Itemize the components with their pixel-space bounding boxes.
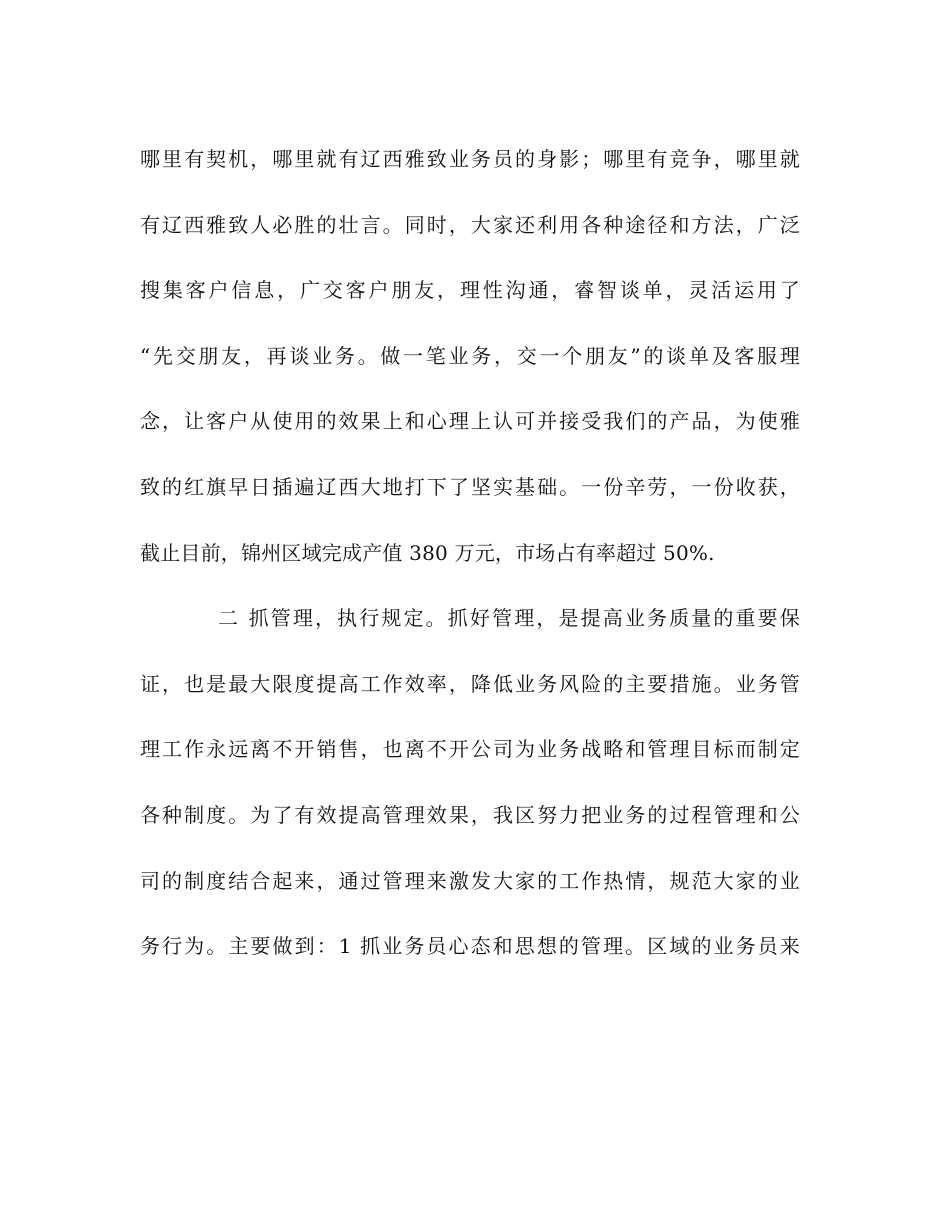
paragraph-end-line: 截止目前，锦州区域完成产值 380 万元，市场占有率超过 50%. [140, 540, 715, 565]
text-line: 证，也是最大限度提高工作效率，降低业务风险的主要措施。业务管 [140, 671, 800, 696]
body-text [140, 135, 800, 988]
text-line: 理工作永远离不开销售，也离不开公司为业务战略和管理目标而制定 [140, 737, 800, 762]
text-line: “先交朋友，再谈业务。做一笔业务，交一个朋友”的谈单及客服理 [140, 343, 800, 368]
text-line: 司的制度结合起来，通过管理来激发大家的工作热情，规范大家的业 [140, 868, 800, 893]
text-line: 有辽西雅致人必胜的壮言。同时，大家还利用各种途径和方法，广泛 [140, 212, 800, 237]
text-line: 务行为。主要做到：1 抓业务员心态和思想的管理。区域的业务员来 [140, 934, 800, 959]
text-line: 搜集客户信息，广交客户朋友，理性沟通，睿智谈单，灵活运用了 [140, 278, 800, 303]
text-line: 各种制度。为了有效提高管理效果，我区努力把业务的过程管理和公 [140, 802, 800, 827]
text-line: 致的红旗早日插遍辽西大地打下了坚实基础。一份辛劳，一份收获， [140, 474, 800, 499]
text-line: 念，让客户从使用的效果上和心理上认可并接受我们的产品，为使雅 [140, 409, 800, 434]
section-heading-line: 二 抓管理，执行规定。抓好管理，是提高业务质量的重要保 [218, 606, 800, 631]
text-line: 哪里有契机，哪里就有辽西雅致业务员的身影；哪里有竞争，哪里就 [140, 147, 800, 171]
